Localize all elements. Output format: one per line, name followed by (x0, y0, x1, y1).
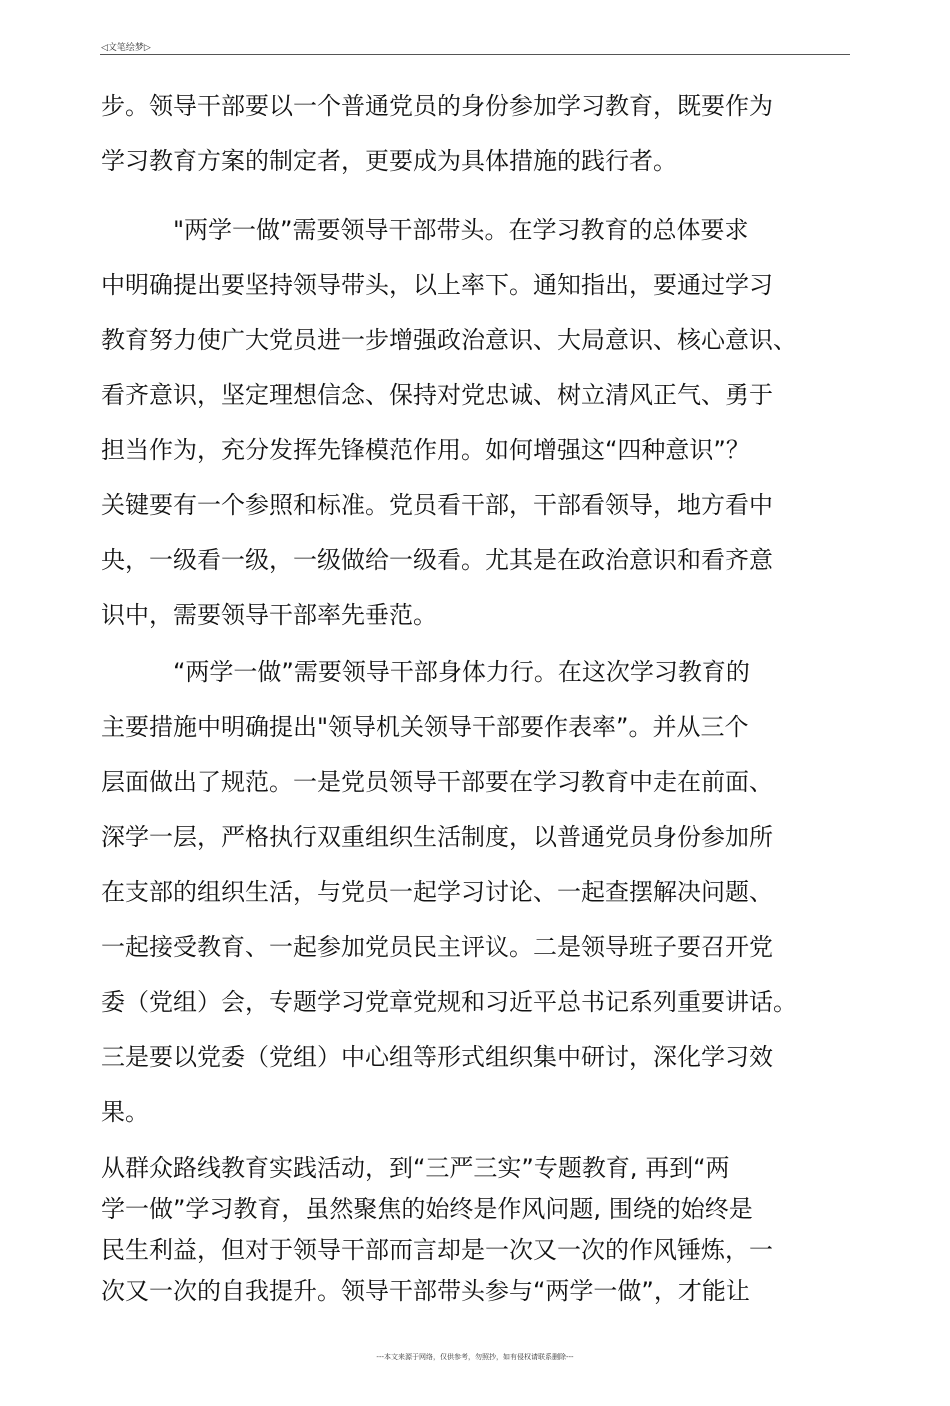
text-line: 一起接受教育、一起参加党员民主评议。二是领导班子要召开党 (101, 933, 773, 961)
text-line: 民生利益，但对于领导干部而言却是一次又一次的作风锤炼，一 (101, 1236, 773, 1264)
text-line: 从群众路线教育实践活动，到“三严三实”专题教育, 再到“两 (101, 1154, 730, 1182)
text-line: 担当作为，充分发挥先锋模范作用。如何增强这“四种意识”？ (101, 436, 750, 464)
text-line: 主要措施中明确提出"领导机关领导干部要作表率”。并从三个 (101, 713, 749, 741)
text-line: “两学一做”需要领导干部身体力行。在这次学习教育的 (101, 658, 750, 686)
header-divider (100, 54, 850, 55)
text-line: "两学一做”需要领导干部带头。在学习教育的总体要求 (101, 216, 749, 244)
text-line: 中明确提出要坚持领导带头，以上率下。通知指出，要通过学习 (101, 271, 773, 299)
text-line: 识中，需要领导干部率先垂范。 (101, 601, 437, 629)
text-line: 关键要有一个参照和标准。党员看干部，干部看领导，地方看中 (101, 491, 773, 519)
text-line: 委（党组）会，专题学习党章党规和习近平总书记系列重要讲话。 (101, 988, 797, 1016)
text-line: 学习教育方案的制定者，更要成为具体措施的践行者。 (101, 147, 677, 175)
text-line: 教育努力使广大党员进一步增强政治意识、大局意识、核心意识、 (101, 326, 797, 354)
text-line: 在支部的组织生活，与党员一起学习讨论、一起查摆解决问题、 (101, 878, 773, 906)
text-line: 层面做出了规范。一是党员领导干部要在学习教育中走在前面、 (101, 768, 773, 796)
text-line: 看齐意识，坚定理想信念、保持对党忠诚、树立清风正气、勇于 (101, 381, 773, 409)
text-line: 步。领导干部要以一个普通党员的身份参加学习教育，既要作为 (101, 92, 773, 120)
text-line: 果。 (101, 1098, 149, 1126)
text-line: 三是要以党委（党组）中心组等形式组织集中研讨，深化学习效 (101, 1043, 773, 1071)
text-line: 央，一级看一级，一级做给一级看。尤其是在政治意识和看齐意 (101, 546, 773, 574)
page-footer: ---本文来源于网络，仅供参考，勿照抄，如有侵权请联系删除--- (376, 1353, 574, 1361)
text-line: 学一做”学习教育，虽然聚焦的始终是作风问题, 围绕的始终是 (101, 1195, 753, 1223)
paragraph-4 (101, 1148, 773, 1312)
text-line: 次又一次的自我提升。领导干部带头参与“两学一做”，才能让 (101, 1277, 750, 1305)
text-line: 深学一层，严格执行双重组织生活制度，以普通党员身份参加所 (101, 823, 773, 851)
paragraph-2 (101, 203, 797, 643)
paragraph-3 (101, 645, 797, 1140)
paragraph-1 (101, 79, 773, 189)
page-header: ◁文笔绘梦▷ (101, 43, 151, 53)
